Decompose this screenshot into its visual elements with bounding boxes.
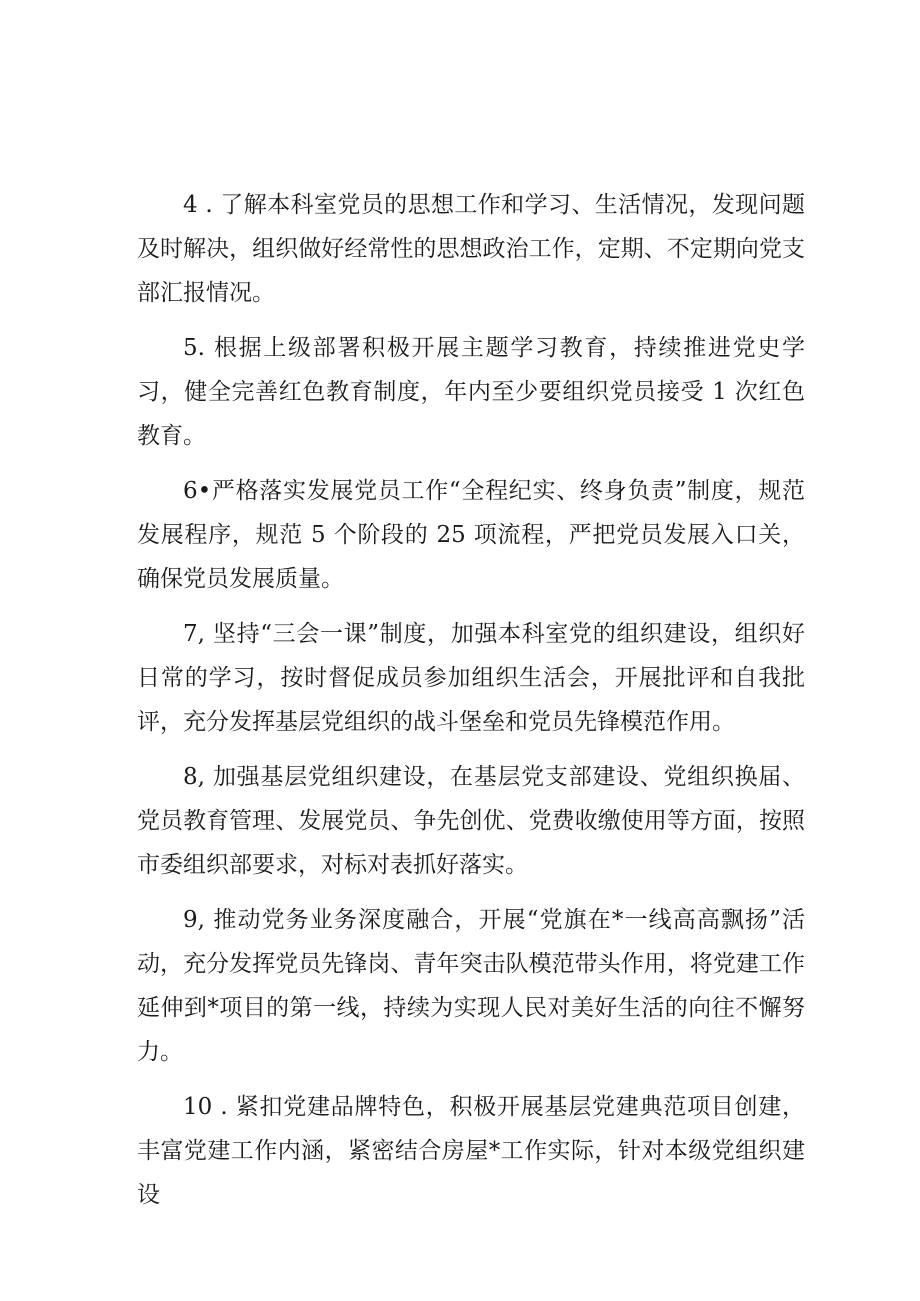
paragraph-item-10: 10 . 紧扣党建品牌特色，积极开展基层党建典范项目创建，丰富党建工作内涵，紧密结合房屋*工作实际，针对本级党组织建设	[137, 1094, 805, 1208]
paragraph-item-5: 5. 根据上级部署积极开展主题学习教育，持续推进党史学习，健全完善红色教育制度，年内至少要组织党员接受 1 次红色教育。	[137, 335, 805, 449]
paragraph-item-9: 9, 推动党务业务深度融合，开展“党旗在*一线高高飘扬”活动，充分发挥党员先锋岗、青年突击队模范带头作用，将党建工作延伸到*项目的第一线，持续为实现人民对美好生活的向往不懈努力。	[137, 907, 805, 1065]
paragraph-item-7: 7, 坚持“三会一课”制度，加强本科室党的组织建设，组织好日常的学习，按时督促成员参加组织生活会，开展批评和自我批评，充分发挥基层党组织的战斗堡垒和党员先锋模范作用。	[137, 621, 805, 735]
document-body	[137, 183, 805, 1217]
paragraph-item-4: 4 . 了解本科室党员的思想工作和学习、生活情况，发现问题及时解决，组织做好经常性的思想政治工作，定期、不定期向党支部汇报情况。	[137, 192, 805, 306]
paragraph-item-6: 6•严格落实发展党员工作“全程纪实、终身负责”制度，规范发展程序，规范 5 个阶段的 25 项流程，严把党员发展入口关，确保党员发展质量。	[137, 478, 805, 592]
paragraph-item-8: 8, 加强基层党组织建设，在基层党支部建设、党组织换届、党员教育管理、发展党员、争先创优、党费收缴使用等方面，按照市委组织部要求，对标对表抓好落实。	[137, 764, 805, 878]
